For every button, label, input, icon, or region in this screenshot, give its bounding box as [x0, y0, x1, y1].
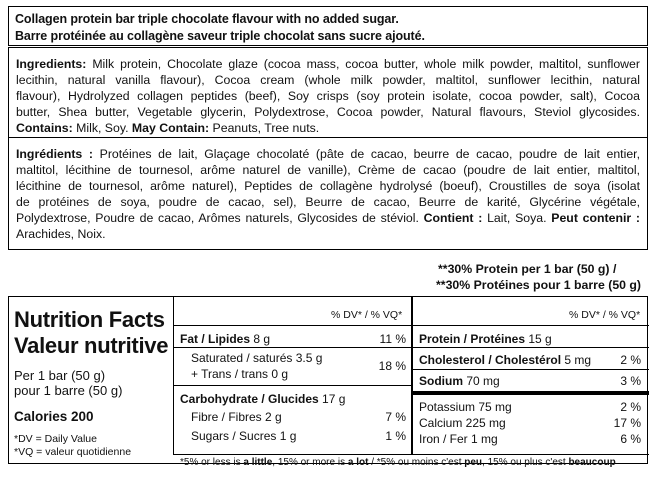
- fat-rule: [174, 347, 411, 348]
- ingredients-en-line-4: butter, Shea butter, Vegetable glycerin, Polydextrose, Cocoa powder, Natural flavours, Steviol glycosides.: [16, 105, 640, 119]
- potassium-row: Potassium 75 mg: [419, 400, 512, 414]
- ingredients-en-label: Ingredients:: [16, 57, 87, 71]
- calcium-dv: 17 %: [613, 416, 641, 430]
- product-title-en: Collagen protein bar triple chocolate flavour with no added sugar.: [15, 12, 399, 26]
- calories: Calories 200: [14, 409, 94, 424]
- product-title-box: [8, 6, 648, 46]
- column-divider-middle: [411, 297, 413, 455]
- dv-note: *DV = Daily Value: [14, 433, 97, 445]
- serving-size-fr: pour 1 barre (50 g): [14, 383, 123, 398]
- ingredients-fr-line-2: maltitol, lécithine de tournesol, arôme naturel de vanille), Crème de cacao (poudre de lait entier, maltitol,: [16, 163, 640, 177]
- serving-size-en: Per 1 bar (50 g): [14, 368, 106, 383]
- product-title-fr: Barre protéinée au collagène saveur triple chocolat sans sucre ajouté.: [15, 29, 425, 43]
- nutrition-title-fr: Valeur nutritive: [14, 333, 169, 358]
- potassium-dv: 2 %: [620, 400, 641, 414]
- fibre-row: Fibre / Fibres 2 g: [191, 410, 282, 424]
- fat-row: Fat / Lipides 8 g: [180, 332, 271, 346]
- sodium-thick-rule: [413, 391, 649, 395]
- column-divider-left: [173, 297, 174, 455]
- cholesterol-dv: 2 %: [620, 353, 641, 367]
- cholesterol-rule: [413, 369, 649, 370]
- ingredients-en-line-3: flavour), Hydrolyzed collagen peptides (beef), Soy crisps (soy protein isolate, cocoa powder, salt), Cocoa: [16, 89, 640, 103]
- iron-dv: 6 %: [620, 432, 641, 446]
- sugars-row: Sugars / Sucres 1 g: [191, 429, 297, 443]
- ingredients-en-line-2: lecithin, natural vanilla flavour), Cocoa cream (whole milk powder, maltitol, sunflower lecithin, natural: [16, 73, 640, 87]
- middle-header-rule: [174, 325, 411, 326]
- nutrition-title-en: Nutrition Facts: [14, 307, 165, 332]
- ingredients-fr-line-6: Arachides, Noix.: [16, 227, 106, 241]
- ingredients-fr-line-1: Ingrédients : Protéines de lait, Glaçage chocolaté (pâte de cacao, beurre de cacao, poudre de lait entier,: [16, 147, 640, 161]
- protein-claim-en: **30% Protein per 1 bar (50 g) /: [438, 262, 617, 276]
- ingredients-divider: [9, 137, 647, 138]
- trans-rule: [174, 385, 411, 386]
- protein-row: Protein / Protéines 15 g: [419, 332, 552, 346]
- nutrition-facts-table: [8, 296, 648, 468]
- saturated-trans-dv: 18 %: [378, 359, 406, 373]
- ingredients-fr-line-3: lécithine de tournesol, arôme naturel), Peptides de collagène hydrolysé (boeuf), Croustilles de soya (isolat: [16, 179, 640, 193]
- ingredients-box: [8, 47, 648, 250]
- fibre-dv: 7 %: [385, 410, 406, 424]
- sodium-row: Sodium 70 mg: [419, 374, 500, 388]
- iron-row: Iron / Fer 1 mg: [419, 432, 498, 446]
- dv-header-middle: % DV* / % VQ*: [331, 309, 403, 321]
- vq-note: *VQ = valeur quotidienne: [14, 446, 132, 458]
- dv-footnote: *5% or less is a little, 15% or more is a lot / *5% ou moins c'est peu, 15% ou plus c'est beaucoup: [180, 457, 616, 468]
- protein-claim-fr: **30% Protéines pour 1 barre (50 g): [436, 278, 642, 292]
- footnote-rule: [173, 454, 649, 455]
- ingredients-en-line-1: Ingredients: Milk protein, Chocolate glaze (cocoa mass, cocoa butter, whole milk powder, maltitol, sunflower: [16, 57, 640, 71]
- fat-dv: 11 %: [379, 332, 406, 346]
- allergens-en: Contains: Milk, Soy. May Contain: Peanuts, Tree nuts.: [16, 121, 320, 135]
- ingredients-fr-line-5: Polydextrose, Poudre de cacao, Arômes naturels, Glycosides de stéviol. Contient : Lait, Soya. Peut contenir :: [16, 211, 640, 225]
- ingredients-fr-line-4: de protéines de soya, poudre de cacao, sel), Beurre de cacao, Beurre de karité, Glycérine végétale,: [16, 195, 640, 209]
- calcium-row: Calcium 225 mg: [419, 416, 506, 430]
- carbohydrate-row: Carbohydrate / Glucides 17 g: [180, 392, 346, 406]
- protein-rule: [413, 347, 649, 348]
- sugars-dv: 1 %: [385, 429, 406, 443]
- ingredients-fr-label: Ingrédients :: [16, 147, 93, 161]
- sodium-dv: 3 %: [620, 374, 641, 388]
- cholesterol-row: Cholesterol / Cholestérol 5 mg: [419, 353, 592, 367]
- dv-header-right: % DV* / % VQ*: [569, 309, 641, 321]
- trans-row: + Trans / trans 0 g: [191, 367, 289, 381]
- right-header-rule: [413, 325, 649, 326]
- saturated-row: Saturated / saturés 3.5 g: [191, 351, 323, 365]
